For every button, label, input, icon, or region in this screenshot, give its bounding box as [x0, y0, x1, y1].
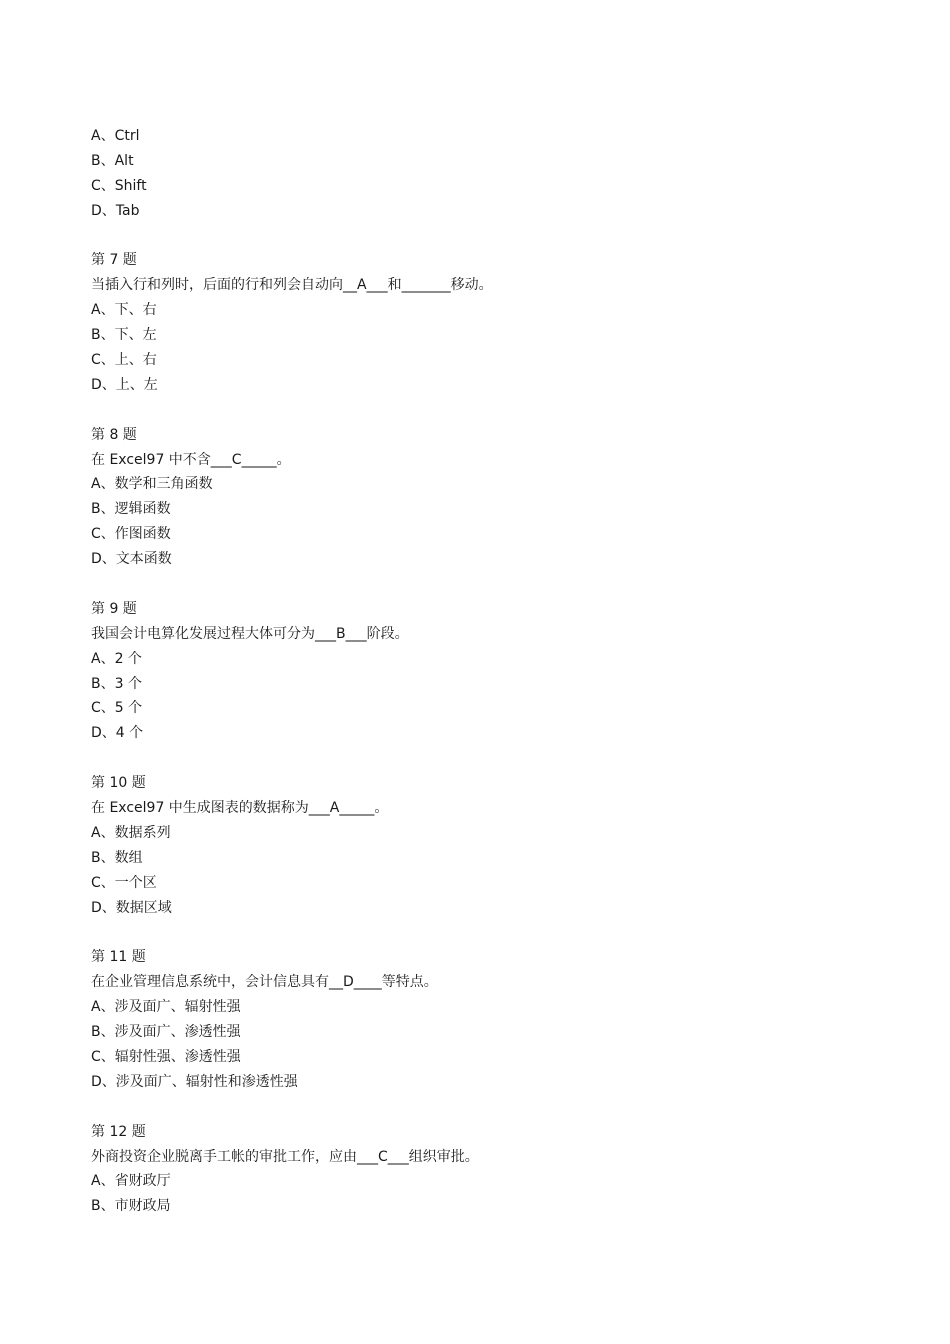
option: A、涉及面广、辐射性强	[91, 999, 241, 1016]
option: B、市财政局	[91, 1198, 171, 1215]
question-10	[91, 771, 891, 920]
question-8	[91, 423, 891, 572]
option: B、Alt	[91, 152, 134, 169]
option: D、4 个	[91, 725, 144, 742]
option: D、上、左	[91, 376, 158, 393]
question-stem: 在 Excel97 中生成图表的数据称为___A_____。	[91, 800, 389, 817]
option: D、涉及面广、辐射性和渗透性强	[91, 1073, 298, 1090]
option: A、省财政厅	[91, 1173, 171, 1190]
option: A、下、右	[91, 302, 157, 319]
option: A、2 个	[91, 650, 142, 667]
option: C、上、右	[91, 352, 157, 369]
option: C、Shift	[91, 177, 147, 194]
question-7	[91, 248, 891, 397]
question-stem: 当插入行和列时，后面的行和列会自动向__A___和_______移动。	[91, 277, 493, 294]
question-stem: 在企业管理信息系统中，会计信息具有__D____等特点。	[91, 974, 438, 991]
question-stem: 外商投资企业脱离手工帐的审批工作，应由___C___组织审批。	[91, 1148, 479, 1165]
option: A、Ctrl	[91, 128, 140, 144]
option: B、逻辑函数	[91, 501, 171, 518]
intro-options	[91, 124, 891, 224]
option: B、涉及面广、渗透性强	[91, 1024, 241, 1041]
option: D、Tab	[91, 202, 140, 219]
question-stem: 在 Excel97 中不含___C_____。	[91, 451, 291, 468]
option: C、辐射性强、渗透性强	[91, 1048, 241, 1065]
question-heading: 第 12 题	[91, 1123, 146, 1140]
option: C、一个区	[91, 874, 157, 891]
option: B、3 个	[91, 675, 142, 692]
option: B、下、左	[91, 327, 157, 344]
document-page	[91, 124, 891, 1219]
option: D、数据区域	[91, 899, 172, 916]
option: B、数组	[91, 849, 143, 866]
option: D、文本函数	[91, 551, 172, 568]
question-heading: 第 11 题	[91, 949, 146, 966]
question-stem: 我国会计电算化发展过程大体可分为___B___阶段。	[91, 625, 409, 642]
option: A、数学和三角函数	[91, 476, 213, 493]
question-9	[91, 597, 891, 746]
option: A、数据系列	[91, 824, 171, 841]
question-11	[91, 945, 891, 1094]
question-heading: 第 8 题	[91, 426, 137, 443]
question-12	[91, 1120, 891, 1220]
question-heading: 第 9 题	[91, 600, 137, 617]
option: C、作图函数	[91, 526, 171, 543]
question-heading: 第 7 题	[91, 252, 137, 269]
question-heading: 第 10 题	[91, 775, 146, 792]
option: C、5 个	[91, 700, 143, 717]
